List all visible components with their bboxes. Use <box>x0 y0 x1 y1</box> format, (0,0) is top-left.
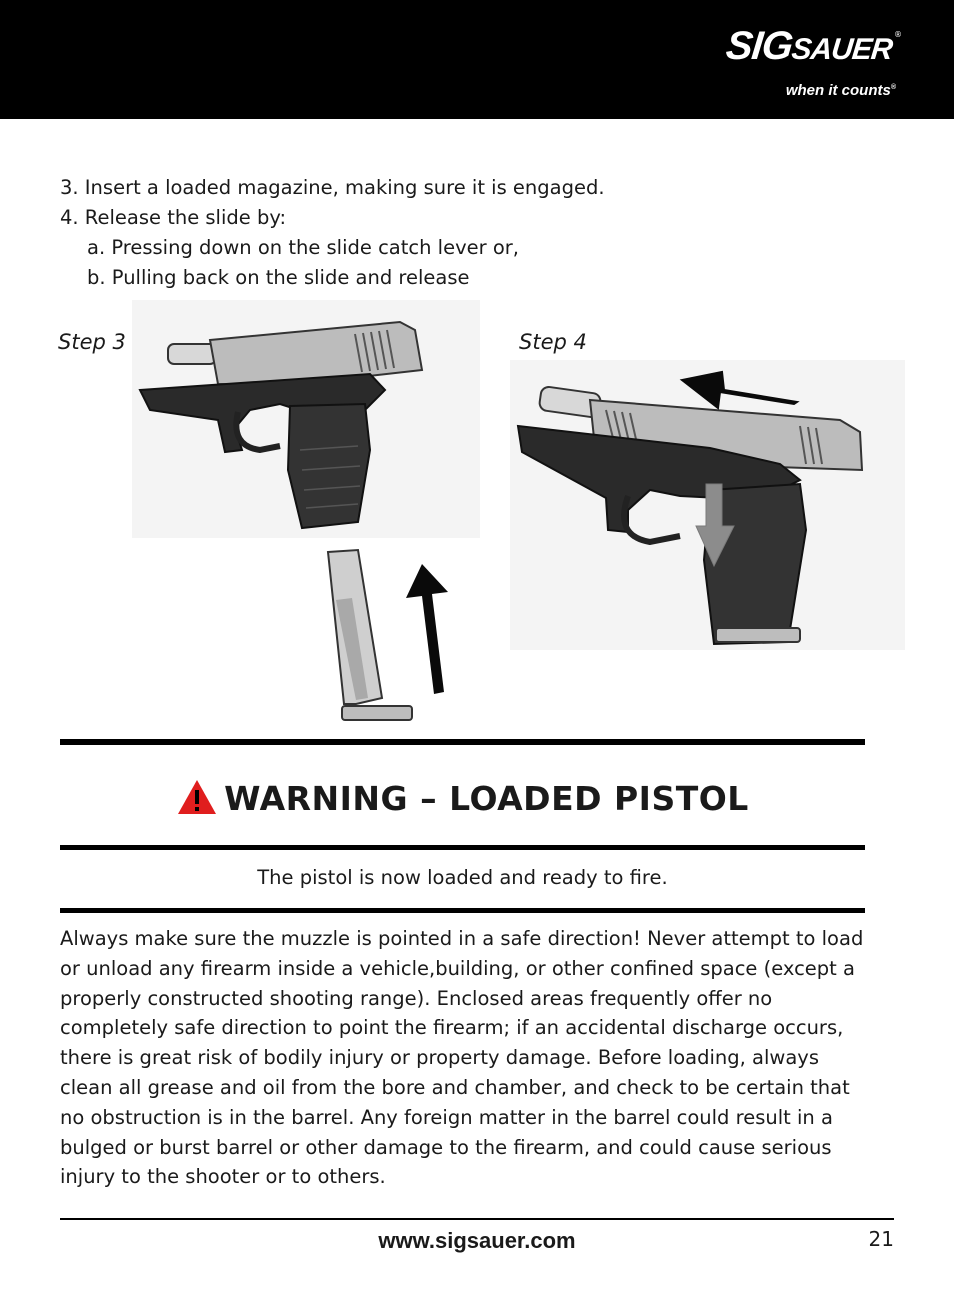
step-3-illustration <box>130 300 490 730</box>
instruction-steps <box>60 173 605 293</box>
warning-body-text: Always make sure the muzzle is pointed in a safe direction! Never attempt to load or unload any firearm inside a vehicle,building, or other confined space (except a properly constructed shooting range). Enclosed areas frequently offer no completely safe direction to point the firearm; if an accidental discharge occurs, there is great risk of bodily injury or property damage. Before loading, always clean all grease and oil from the bore and chamber, and check to be certain that no obstruction is in the barrel. Any foreign matter in the barrel could result in a bulged or burst barrel or other damage to the firearm, and could cause serious injury to the shooter or to others. <box>60 927 864 1189</box>
step-4a-text: a. Pressing down on the slide catch lever or, <box>87 236 519 259</box>
magazine <box>328 550 412 720</box>
logo-tagline <box>786 82 896 99</box>
warning-triangle-icon <box>176 778 218 816</box>
step-4-text: 4. Release the slide by: <box>60 206 287 229</box>
warning-title-text: WARNING – LOADED PISTOL <box>224 779 749 818</box>
insert-arrow-icon <box>406 564 448 694</box>
step-4-label: Step 4 <box>519 330 587 354</box>
warning-title <box>60 778 865 818</box>
step-3-text: 3. Insert a loaded magazine, making sure it is engaged. <box>60 176 605 199</box>
footer-rule <box>60 1218 894 1220</box>
warning-top-rule <box>60 739 865 745</box>
page-number: 21 <box>868 1227 894 1251</box>
logo-sig: SIG <box>723 24 795 68</box>
step-3-label: Step 3 <box>58 330 126 354</box>
sig-sauer-logo <box>712 24 902 104</box>
page-header <box>0 0 954 119</box>
step-4b-text: b. Pulling back on the slide and release <box>87 266 470 289</box>
tagline-registered: ® <box>890 84 896 91</box>
step-4-illustration <box>510 360 910 660</box>
footer-url: www.sigsauer.com <box>378 1228 576 1253</box>
warning-mid-rule <box>60 845 865 850</box>
barrel <box>168 344 216 364</box>
warning-bottom-rule <box>60 908 865 913</box>
logo-sauer: SAUER <box>790 33 894 66</box>
registered-mark: ® <box>894 30 902 39</box>
warning-subtitle: The pistol is now loaded and ready to fire. <box>257 866 668 889</box>
tagline-text: when it counts <box>785 82 891 99</box>
